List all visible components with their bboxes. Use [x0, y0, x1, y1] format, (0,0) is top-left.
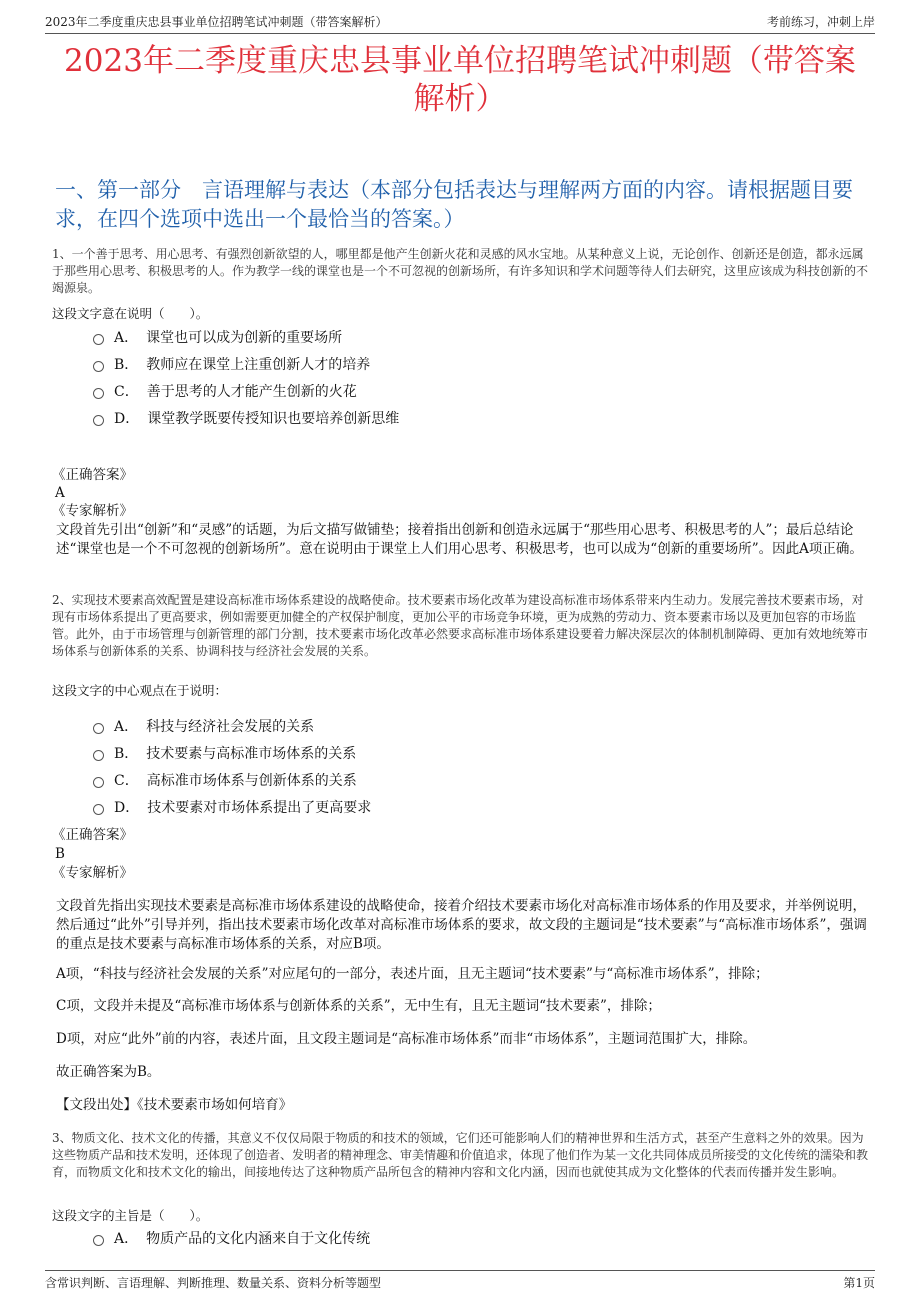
question-1-options — [93, 323, 399, 431]
page-number: 第1页 — [843, 1276, 875, 1290]
page-header — [45, 12, 875, 34]
radio-icon[interactable] — [93, 415, 104, 426]
header-doc-title: 2023年二季度重庆忠县事业单位招聘笔试冲刺题（带答案解析） — [45, 15, 388, 29]
radio-icon[interactable] — [93, 750, 104, 761]
option-b[interactable]: B． 技术要素与高标准市场体系的关系 — [93, 739, 371, 766]
option-a[interactable]: A． 课堂也可以成为创新的重要场所 — [93, 323, 399, 350]
option-b[interactable]: B． 教师应在课堂上注重创新人才的培养 — [93, 350, 399, 377]
answer-label: 《正确答案》 — [52, 467, 133, 483]
conclusion-text: 故正确答案为B。 — [56, 1064, 161, 1080]
radio-icon[interactable] — [93, 334, 104, 345]
question-2-prompt: 这段文字的中心观点在于说明： — [52, 683, 228, 698]
question-1-text: 1、一个善于思考、用心思考、有强烈创新欲望的人，哪里都是他产生创新火花和灵感的风水宝地。从某种意义上说，无论创作、创新还是创造，都永远属于那些用心思考、积极思考的人。作为教学一线的课堂也是一个不可忽视的创新场所，有许多知识和学术问题等待人们去研究，这里应该成为科技创新的不竭源泉。 — [52, 247, 869, 295]
radio-icon[interactable] — [93, 804, 104, 815]
radio-icon[interactable] — [93, 1235, 104, 1246]
analysis-label: 《专家解析》 — [52, 503, 133, 519]
answer-label: 《正确答案》 — [52, 827, 133, 843]
option-d-note: D项，对应“此外”前的内容，表述片面，且文段主题词是“高标准市场体系”而非“市场体系”，主题词范围扩大，排除。 — [56, 1031, 757, 1047]
question-3-prompt: 这段文字的主旨是（ ）。 — [52, 1208, 209, 1223]
answer-value: A — [55, 485, 65, 501]
header-slogan: 考前练习，冲刺上岸 — [766, 15, 875, 29]
radio-icon[interactable] — [93, 723, 104, 734]
analysis-text: 文段首先引出“创新”和“灵感”的话题，为后文描写做铺垫；接着指出创新和创造永远属于“那些用心思考、积极思考的人”；最后总结论述“课堂也是一个不可忽视的创新场所”。意在说明由于课堂上人们用心思考、积极思考，也可以成为“创新的重要场所”。因此A项正确。 — [56, 522, 863, 557]
option-a[interactable]: A． 科技与经济社会发展的关系 — [93, 712, 371, 739]
question-2-options — [93, 712, 371, 820]
question-2-text: 2、实现技术要素高效配置是建设高标准市场体系建设的战略使命。技术要素市场化改革为建设高标准市场体系带来内生动力。发展完善技术要素市场，对现有市场体系提出了更高要求，例如需要更加健全的产权保护制度，更加公平的市场竞争环境，更为成熟的劳动力、资本要素市场以及更加包容的市场监管。此外，由于市场管理与创新管理的部门分割，技术要素市场化改革必然要求高标准市场体系建设要着力解决深层次的体制机制障碍、更加有效地统筹市场体系与创新体系的关系、协调科技与经济社会发展的关系。 — [52, 593, 869, 658]
option-c-note: C项，文段并未提及“高标准市场体系与创新体系的关系”，无中生有，且无主题词“技术要素”，排除； — [56, 998, 661, 1014]
page-footer — [45, 1270, 875, 1291]
answer-value: B — [55, 846, 65, 862]
option-c[interactable]: C． 高标准市场体系与创新体系的关系 — [93, 766, 371, 793]
section-heading: 一、第一部分 言语理解与表达（本部分包括表达与理解两方面的内容。请根据题目要求，在四个选项中选出一个最恰当的答案。） — [55, 178, 853, 231]
analysis-text: 文段首先指出实现技术要素是高标准市场体系建设的战略使命，接着介绍技术要素市场化对高标准市场体系的作用及要求，并举例说明，然后通过“此外”引导并列，指出技术要素市场化改革对高标准市场体系的要求，故文段的主题词是“技术要素”与“高标准市场体系”，强调的重点是技术要素与高标准市场体系的关系，对应B项。 — [56, 898, 867, 952]
document-title: 2023年二季度重庆忠县事业单位招聘笔试冲刺题（带答案解析） — [64, 43, 856, 117]
analysis-label: 《专家解析》 — [52, 865, 133, 881]
option-d[interactable]: D． 课堂教学既要传授知识也要培养创新思维 — [93, 404, 399, 431]
question-3-text: 3、物质文化、技术文化的传播，其意义不仅仅局限于物质的和技术的领域，它们还可能影响人们的精神世界和生活方式，甚至产生意料之外的效果。因为这些物质产品和技术发明，还体现了创造者、发明者的精神理念、审美情趣和价值追求，体现了他们作为某一文化共同体成员所接受的文化传统的濡染和教育，而物质文化和技术文化的输出，间接地传达了这种物质产品所包含的精神内容和文化内涵，因而也就使其成为文化整体的代表而传播并发生影响。 — [52, 1131, 869, 1179]
radio-icon[interactable] — [93, 388, 104, 399]
option-a-note: A项，“科技与经济社会发展的关系”对应尾句的一部分，表述片面，且无主题词“技术要素”与“高标准市场体系”，排除； — [56, 966, 769, 982]
option-c[interactable]: C． 善于思考的人才能产生创新的火花 — [93, 377, 399, 404]
radio-icon[interactable] — [93, 777, 104, 788]
option-d[interactable]: D． 技术要素对市场体系提出了更高要求 — [93, 793, 371, 820]
footer-question-types: 含常识判断、言语理解、判断推理、数量关系、资料分析等题型 — [45, 1276, 382, 1290]
source-text: 【文段出处】《技术要素市场如何培育》 — [56, 1097, 293, 1113]
radio-icon[interactable] — [93, 361, 104, 372]
question-3-options — [93, 1224, 370, 1251]
option-a[interactable]: A． 物质产品的文化内涵来自于文化传统 — [93, 1224, 370, 1251]
question-1-prompt: 这段文字意在说明（ ）。 — [52, 306, 209, 321]
